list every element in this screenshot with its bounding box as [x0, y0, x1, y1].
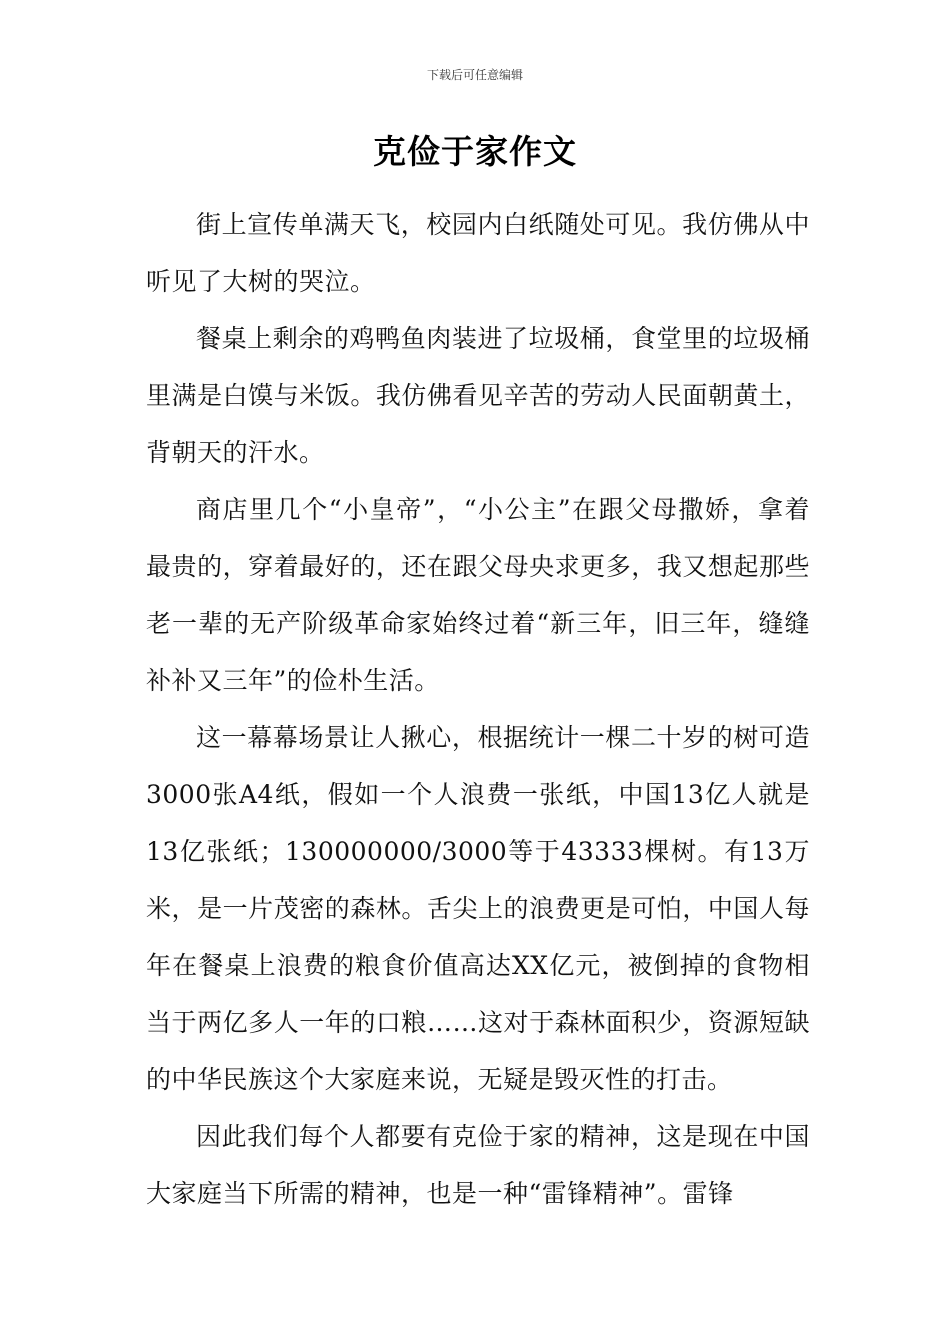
document-title: 克俭于家作文	[373, 132, 577, 171]
paragraph-3: 商店里几个“小皇帝”，“小公主”在跟父母撒娇，拿着最贵的，穿着最好的，还在跟父母央求更多，我又想起那些老一辈的无产阶级革命家始终过着“新三年，旧三年，缝缝补补又三年”的俭朴生活。	[146, 495, 810, 695]
document-body	[146, 196, 810, 1222]
header-note: 下载后可任意编辑	[426, 68, 523, 82]
paragraph-2: 餐桌上剩余的鸡鸭鱼肉装进了垃圾桶，食堂里的垃圾桶里满是白馍与米饭。我仿佛看见辛苦的劳动人民面朝黄土，背朝天的汗水。	[146, 324, 810, 467]
paragraph-5: 因此我们每个人都要有克俭于家的精神，这是现在中国大家庭当下所需的精神，也是一种“雷锋精神”。雷锋	[146, 1122, 810, 1208]
paragraph-1: 街上宣传单满天飞，校园内白纸随处可见。我仿佛从中听见了大树的哭泣。	[146, 210, 810, 296]
paragraph-4: 这一幕幕场景让人揪心，根据统计一棵二十岁的树可造3000张A4纸，假如一个人浪费一张纸，中国13亿人就是13亿张纸；130000000/3000等于43333棵树。有13万米，是一片茂密的森林。舌尖上的浪费更是可怕，中国人每年在餐桌上浪费的粮食价值高达XX亿元，被倒掉的食物相当于两亿多人一年的口粮……这对于森林面积少，资源短缺的中华民族这个大家庭来说，无疑是毁灭性的打击。	[146, 723, 810, 1094]
